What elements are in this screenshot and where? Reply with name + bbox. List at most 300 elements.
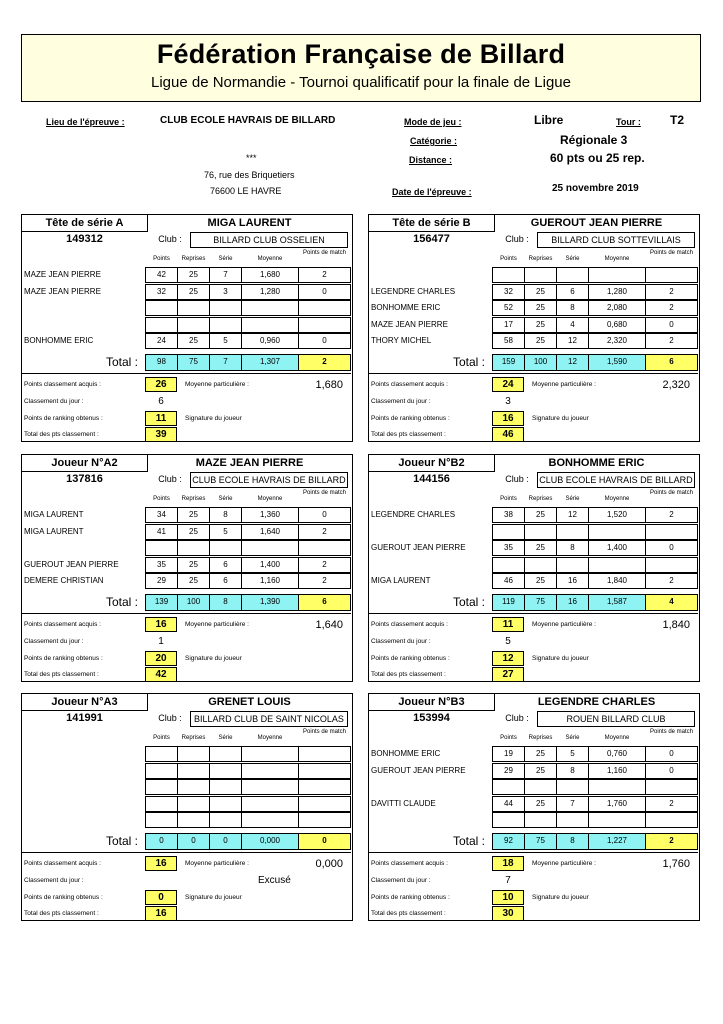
opponent-name: MAZE JEAN PIERRE [24, 270, 101, 279]
distance-value: 60 pts ou 25 rep. [550, 151, 645, 165]
panel-seed-title: Joueur N°B3 [369, 694, 495, 711]
match-row [369, 333, 698, 349]
cdj-label: Classement du jour : [24, 398, 84, 405]
club-label: Club : [158, 234, 182, 244]
points-ranking-row [22, 651, 351, 667]
match-cell-points: 32 [145, 284, 178, 300]
column-header-moyenne: Moyenne [604, 496, 630, 502]
column-header-serie: Série [218, 735, 233, 741]
match-cell-serie [209, 317, 242, 333]
opponent-name: LEGENDRE CHARLES [371, 286, 456, 296]
match-cell-serie: 7 [556, 796, 589, 812]
opponent-name: THORY MICHEL [371, 336, 432, 345]
pro-value: 0 [145, 890, 177, 905]
total-cell-pts_match: 6 [645, 354, 698, 371]
player-name: MAZE JEAN PIERRE [195, 457, 304, 469]
match-cell-serie: 6 [209, 573, 242, 589]
total-label: Total : [453, 355, 486, 369]
match-cell-moyenne: 1,280 [588, 284, 646, 300]
match-row [369, 557, 698, 573]
match-cell-points [492, 779, 525, 795]
total-cell-pts_match: 0 [298, 833, 351, 850]
match-cell-pts_match [298, 300, 351, 316]
total-label: Total : [106, 834, 139, 848]
column-header-pts_match: Points de match [302, 729, 347, 735]
cdj-value: 7 [505, 875, 511, 886]
moyenne-particuliere-value: 2,320 [662, 379, 690, 391]
column-header-serie: Série [565, 735, 580, 741]
match-cell-reprises: 25 [524, 333, 557, 349]
match-cell-moyenne: 1,640 [241, 524, 299, 540]
opponent-name: GUEROUT JEAN PIERRE [24, 559, 119, 569]
match-cell-pts_match: 2 [645, 284, 698, 300]
column-header-pts_match: Points de match [649, 729, 694, 735]
match-cell-serie: 16 [556, 573, 589, 589]
moyenne-particuliere-label: Moyenne particulière : [532, 621, 596, 628]
tdp-label: Total des pts classement : [371, 910, 446, 917]
match-cell-points [145, 779, 178, 795]
match-cell-moyenne: 1,680 [241, 267, 299, 283]
match-cell-reprises: 25 [524, 507, 557, 523]
mode-value: Libre [534, 113, 564, 127]
total-row [22, 354, 351, 371]
opponent-name: MIGA LAURENT [24, 526, 84, 536]
total-cell-reprises: 75 [524, 594, 557, 611]
moyenne-particuliere-label: Moyenne particulière : [532, 860, 596, 867]
total-cell-reprises: 75 [524, 833, 557, 850]
match-cell-pts_match: 2 [298, 573, 351, 589]
match-cell-moyenne [241, 796, 299, 812]
match-cell-points [492, 267, 525, 283]
match-cell-serie [209, 540, 242, 556]
club-label: Club : [505, 234, 529, 244]
total-row [22, 833, 351, 850]
date-label: Date de l'épreuve : [392, 187, 472, 197]
opponent-name: LEGENDRE CHARLES [371, 510, 456, 519]
total-cell-moyenne: 1,390 [241, 594, 299, 611]
pro-label: Points de ranking obtenus : [371, 655, 450, 662]
mode-label: Mode de jeu : [404, 117, 462, 127]
total-cell-points: 0 [145, 833, 178, 850]
tdp-label: Total des pts classement : [24, 910, 99, 917]
column-header-serie: Série [565, 256, 580, 262]
match-cell-reprises: 25 [177, 267, 210, 283]
match-cell-points: 44 [492, 796, 525, 812]
match-cell-points [145, 812, 178, 828]
divider [22, 613, 351, 614]
total-cell-points: 92 [492, 833, 525, 850]
match-cell-pts_match: 0 [645, 540, 698, 556]
total-cell-serie: 7 [209, 354, 242, 371]
points-classement-acquis-row [22, 377, 351, 393]
total-cell-serie: 12 [556, 354, 589, 371]
match-cell-reprises: 25 [177, 333, 210, 349]
pca-value: 11 [492, 617, 524, 632]
match-cell-points: 41 [145, 524, 178, 540]
match-cell-points: 58 [492, 333, 525, 349]
match-row [369, 317, 698, 333]
match-cell-reprises: 25 [177, 557, 210, 573]
match-cell-moyenne: 1,280 [241, 284, 299, 300]
match-cell-moyenne [241, 746, 299, 762]
address-line2: 76, rue des Briquetiers [204, 170, 295, 180]
match-cell-pts_match [645, 812, 698, 828]
tour-value: T2 [670, 113, 685, 127]
signature-label: Signature du joueur [185, 894, 242, 901]
divider [369, 852, 698, 853]
license-number: 149312 [66, 233, 103, 245]
opponent-name: MAZE JEAN PIERRE [24, 286, 101, 296]
total-cell-pts_match: 6 [298, 594, 351, 611]
distance-label: Distance : [409, 155, 453, 165]
match-cell-points: 38 [492, 507, 525, 523]
match-cell-pts_match [645, 524, 698, 540]
match-row [369, 524, 698, 540]
match-cell-moyenne [588, 779, 646, 795]
pca-value: 24 [492, 377, 524, 392]
match-cell-reprises: 25 [524, 746, 557, 762]
match-cell-points [492, 524, 525, 540]
tdp-value: 46 [492, 427, 524, 442]
match-cell-points [492, 557, 525, 573]
tdp-value: 27 [492, 667, 524, 682]
match-cell-moyenne [588, 524, 646, 540]
total-cell-pts_match: 2 [298, 354, 351, 371]
column-header-serie: Série [565, 496, 580, 502]
match-cell-moyenne: 1,160 [588, 763, 646, 779]
match-cell-reprises [524, 524, 557, 540]
match-cell-serie: 8 [556, 763, 589, 779]
match-cell-reprises: 25 [524, 317, 557, 333]
license-number: 156477 [413, 233, 450, 245]
address-line1: *** [246, 153, 257, 163]
match-cell-reprises: 25 [177, 284, 210, 300]
pca-value: 26 [145, 377, 177, 392]
match-cell-reprises [524, 267, 557, 283]
club-name: BILLARD CLUB SOTTEVILLAIS [537, 232, 695, 248]
points-classement-acquis-row [22, 856, 351, 872]
total-points-classement-row [22, 906, 351, 922]
moyenne-particuliere-value: 1,680 [315, 379, 343, 391]
match-cell-reprises [177, 796, 210, 812]
match-cell-pts_match [298, 796, 351, 812]
classement-du-jour-row [369, 873, 698, 889]
match-cell-points: 19 [492, 746, 525, 762]
signature-label: Signature du joueur [532, 655, 589, 662]
match-cell-moyenne [588, 557, 646, 573]
match-cell-serie: 7 [209, 267, 242, 283]
match-cell-moyenne [588, 812, 646, 828]
match-cell-serie [556, 557, 589, 573]
total-cell-serie: 8 [556, 833, 589, 850]
match-row [369, 507, 698, 523]
tdp-label: Total des pts classement : [371, 671, 446, 678]
moyenne-particuliere-label: Moyenne particulière : [532, 381, 596, 388]
match-cell-moyenne: 1,160 [241, 573, 299, 589]
match-cell-serie: 8 [556, 300, 589, 316]
club-label: Club : [505, 713, 529, 723]
match-cell-serie [556, 779, 589, 795]
match-cell-serie [209, 763, 242, 779]
pca-label: Points classement acquis : [24, 381, 101, 388]
total-cell-pts_match: 4 [645, 594, 698, 611]
match-row [22, 557, 351, 573]
match-cell-moyenne: 1,760 [588, 796, 646, 812]
classement-du-jour-row [22, 873, 351, 889]
match-cell-points: 52 [492, 300, 525, 316]
moyenne-particuliere-label: Moyenne particulière : [185, 621, 249, 628]
tdp-value: 39 [145, 427, 177, 442]
total-cell-moyenne: 1,307 [241, 354, 299, 371]
column-header-moyenne: Moyenne [257, 496, 283, 502]
match-cell-points [145, 300, 178, 316]
panel-header [22, 215, 352, 249]
match-cell-pts_match [298, 812, 351, 828]
opponent-name: GUEROUT JEAN PIERRE [371, 765, 466, 775]
opponent-name: BONHOMME ERIC [371, 749, 441, 758]
column-header-points: Points [153, 496, 170, 502]
match-cell-serie: 5 [209, 333, 242, 349]
total-cell-moyenne: 1,227 [588, 833, 646, 850]
total-cell-reprises: 100 [177, 594, 210, 611]
license-number: 144156 [413, 473, 450, 485]
match-cell-pts_match [298, 779, 351, 795]
match-cell-pts_match: 2 [645, 300, 698, 316]
moyenne-particuliere-value: 1,760 [662, 858, 690, 870]
match-cell-reprises [177, 300, 210, 316]
match-cell-points: 46 [492, 573, 525, 589]
match-cell-pts_match: 0 [298, 507, 351, 523]
total-label: Total : [453, 595, 486, 609]
match-cell-moyenne [588, 267, 646, 283]
date-value: 25 novembre 2019 [552, 183, 639, 194]
match-cell-moyenne: 2,320 [588, 333, 646, 349]
total-cell-moyenne: 1,587 [588, 594, 646, 611]
match-row [22, 300, 351, 316]
match-row [22, 317, 351, 333]
moyenne-particuliere-label: Moyenne particulière : [185, 860, 249, 867]
match-row [22, 573, 351, 589]
match-cell-serie [209, 796, 242, 812]
pca-label: Points classement acquis : [371, 860, 448, 867]
moyenne-particuliere-value: 1,840 [662, 619, 690, 631]
pca-value: 16 [145, 617, 177, 632]
opponent-name: GUEROUT JEAN PIERRE [371, 543, 466, 552]
match-cell-points: 35 [145, 557, 178, 573]
match-cell-points: 32 [492, 284, 525, 300]
match-cell-serie [556, 267, 589, 283]
pro-label: Points de ranking obtenus : [24, 655, 103, 662]
match-cell-pts_match [645, 557, 698, 573]
match-cell-points [145, 746, 178, 762]
cdj-value [145, 873, 177, 888]
match-cell-pts_match [298, 540, 351, 556]
match-cell-points: 29 [145, 573, 178, 589]
panel-header [22, 694, 352, 728]
player-panel-a3 [21, 693, 353, 921]
total-cell-moyenne: 0,000 [241, 833, 299, 850]
column-header-moyenne: Moyenne [257, 735, 283, 741]
points-ranking-row [369, 411, 698, 427]
match-cell-pts_match [645, 267, 698, 283]
match-cell-serie: 5 [556, 746, 589, 762]
total-cell-serie: 16 [556, 594, 589, 611]
lieu-value: CLUB ECOLE HAVRAIS DE BILLARD [160, 115, 336, 126]
match-cell-moyenne [241, 763, 299, 779]
column-header-moyenne: Moyenne [604, 256, 630, 262]
match-cell-serie [209, 300, 242, 316]
player-panel-a2 [21, 454, 353, 682]
column-header-reprises: Reprises [528, 256, 553, 262]
match-row [22, 746, 351, 762]
match-cell-moyenne: 1,840 [588, 573, 646, 589]
cdj-value: 5 [505, 636, 511, 647]
tdp-value: 16 [145, 906, 177, 921]
pro-value: 10 [492, 890, 524, 905]
column-header-serie: Série [218, 256, 233, 262]
points-ranking-row [369, 890, 698, 906]
divider [22, 852, 351, 853]
player-name: GUEROUT JEAN PIERRE [530, 217, 663, 229]
moyenne-particuliere-value: 1,640 [315, 619, 343, 631]
opponent-name: DEMERE CHRISTIAN [24, 576, 104, 585]
match-cell-pts_match [298, 746, 351, 762]
match-cell-serie: 3 [209, 284, 242, 300]
match-cell-reprises: 25 [524, 763, 557, 779]
pca-label: Points classement acquis : [24, 860, 101, 867]
pro-label: Points de ranking obtenus : [24, 415, 103, 422]
match-cell-serie [209, 779, 242, 795]
points-classement-acquis-row [369, 856, 698, 872]
match-row [22, 284, 351, 300]
match-cell-reprises [177, 779, 210, 795]
points-classement-acquis-row [22, 617, 351, 633]
panel-seed-title: Joueur N°A3 [22, 694, 148, 711]
match-row [369, 812, 698, 828]
opponent-name: MIGA LAURENT [371, 576, 431, 585]
match-cell-serie: 8 [209, 507, 242, 523]
column-header-pts_match: Points de match [302, 250, 347, 256]
opponent-name: BONHOMME ERIC [371, 303, 441, 312]
total-cell-serie: 0 [209, 833, 242, 850]
match-cell-moyenne: 1,400 [588, 540, 646, 556]
match-cell-points [145, 317, 178, 333]
player-panel-b3 [368, 693, 700, 921]
match-row [369, 573, 698, 589]
match-cell-moyenne [241, 779, 299, 795]
page-title: Fédération Française de Billard [156, 39, 566, 69]
match-cell-moyenne [241, 540, 299, 556]
club-label: Club : [505, 474, 529, 484]
total-label: Total : [106, 355, 139, 369]
match-cell-pts_match [645, 779, 698, 795]
tdp-value: 30 [492, 906, 524, 921]
match-cell-reprises [524, 557, 557, 573]
cdj-label: Classement du jour : [371, 638, 431, 645]
license-number: 141991 [66, 712, 103, 724]
player-name: BONHOMME ERIC [548, 457, 645, 469]
opponent-name: DAVITTI CLAUDE [371, 798, 436, 808]
match-cell-points [145, 763, 178, 779]
match-row [369, 267, 698, 283]
column-header-moyenne: Moyenne [257, 256, 283, 262]
points-ranking-row [369, 651, 698, 667]
pca-value: 18 [492, 856, 524, 871]
panel-header [369, 694, 699, 728]
cdj-value: 1 [158, 636, 164, 647]
column-header-reprises: Reprises [181, 735, 206, 741]
match-cell-pts_match: 2 [298, 267, 351, 283]
match-row [22, 763, 351, 779]
match-cell-pts_match [298, 763, 351, 779]
match-cell-pts_match: 2 [645, 333, 698, 349]
match-cell-reprises: 25 [524, 796, 557, 812]
column-header-moyenne: Moyenne [604, 735, 630, 741]
opponent-name: MAZE JEAN PIERRE [371, 319, 448, 329]
lieu-label: Lieu de l'épreuve : [46, 117, 125, 127]
signature-label: Signature du joueur [185, 415, 242, 422]
total-cell-points: 159 [492, 354, 525, 371]
match-cell-pts_match: 2 [645, 796, 698, 812]
match-row [22, 507, 351, 523]
club-name: BILLARD CLUB DE SAINT NICOLAS [190, 711, 348, 727]
match-cell-pts_match: 0 [298, 284, 351, 300]
match-cell-serie: 5 [209, 524, 242, 540]
match-cell-reprises: 25 [524, 284, 557, 300]
match-row [22, 796, 351, 812]
match-cell-serie [556, 812, 589, 828]
match-cell-pts_match: 2 [298, 524, 351, 540]
match-cell-serie: 8 [556, 540, 589, 556]
match-cell-serie: 12 [556, 333, 589, 349]
divider [369, 613, 698, 614]
classement-du-jour-row [22, 634, 351, 650]
match-cell-reprises: 25 [177, 524, 210, 540]
match-cell-serie: 12 [556, 507, 589, 523]
column-header-reprises: Reprises [181, 496, 206, 502]
total-cell-moyenne: 1,590 [588, 354, 646, 371]
match-cell-moyenne: 0,960 [241, 333, 299, 349]
column-header-pts_match: Points de match [302, 490, 347, 496]
header-banner [21, 34, 701, 102]
cdj-label: Classement du jour : [24, 638, 84, 645]
match-row [22, 267, 351, 283]
match-cell-reprises: 25 [177, 507, 210, 523]
match-cell-reprises: 25 [524, 300, 557, 316]
match-cell-pts_match: 2 [298, 557, 351, 573]
classement-du-jour-row [22, 394, 351, 410]
cdj-label: Classement du jour : [24, 877, 84, 884]
cdj-value: 3 [505, 396, 511, 407]
match-cell-reprises: 25 [177, 573, 210, 589]
pro-value: 11 [145, 411, 177, 426]
tour-label: Tour : [616, 117, 641, 127]
match-cell-reprises [177, 317, 210, 333]
pro-label: Points de ranking obtenus : [371, 894, 450, 901]
pca-label: Points classement acquis : [371, 621, 448, 628]
total-cell-reprises: 75 [177, 354, 210, 371]
match-row [369, 779, 698, 795]
total-cell-points: 139 [145, 594, 178, 611]
tdp-value: 42 [145, 667, 177, 682]
pro-label: Points de ranking obtenus : [371, 415, 450, 422]
signature-label: Signature du joueur [532, 415, 589, 422]
match-row [22, 812, 351, 828]
total-row [369, 833, 698, 850]
match-row [369, 540, 698, 556]
total-points-classement-row [369, 667, 698, 683]
player-panel-a1 [21, 214, 353, 442]
